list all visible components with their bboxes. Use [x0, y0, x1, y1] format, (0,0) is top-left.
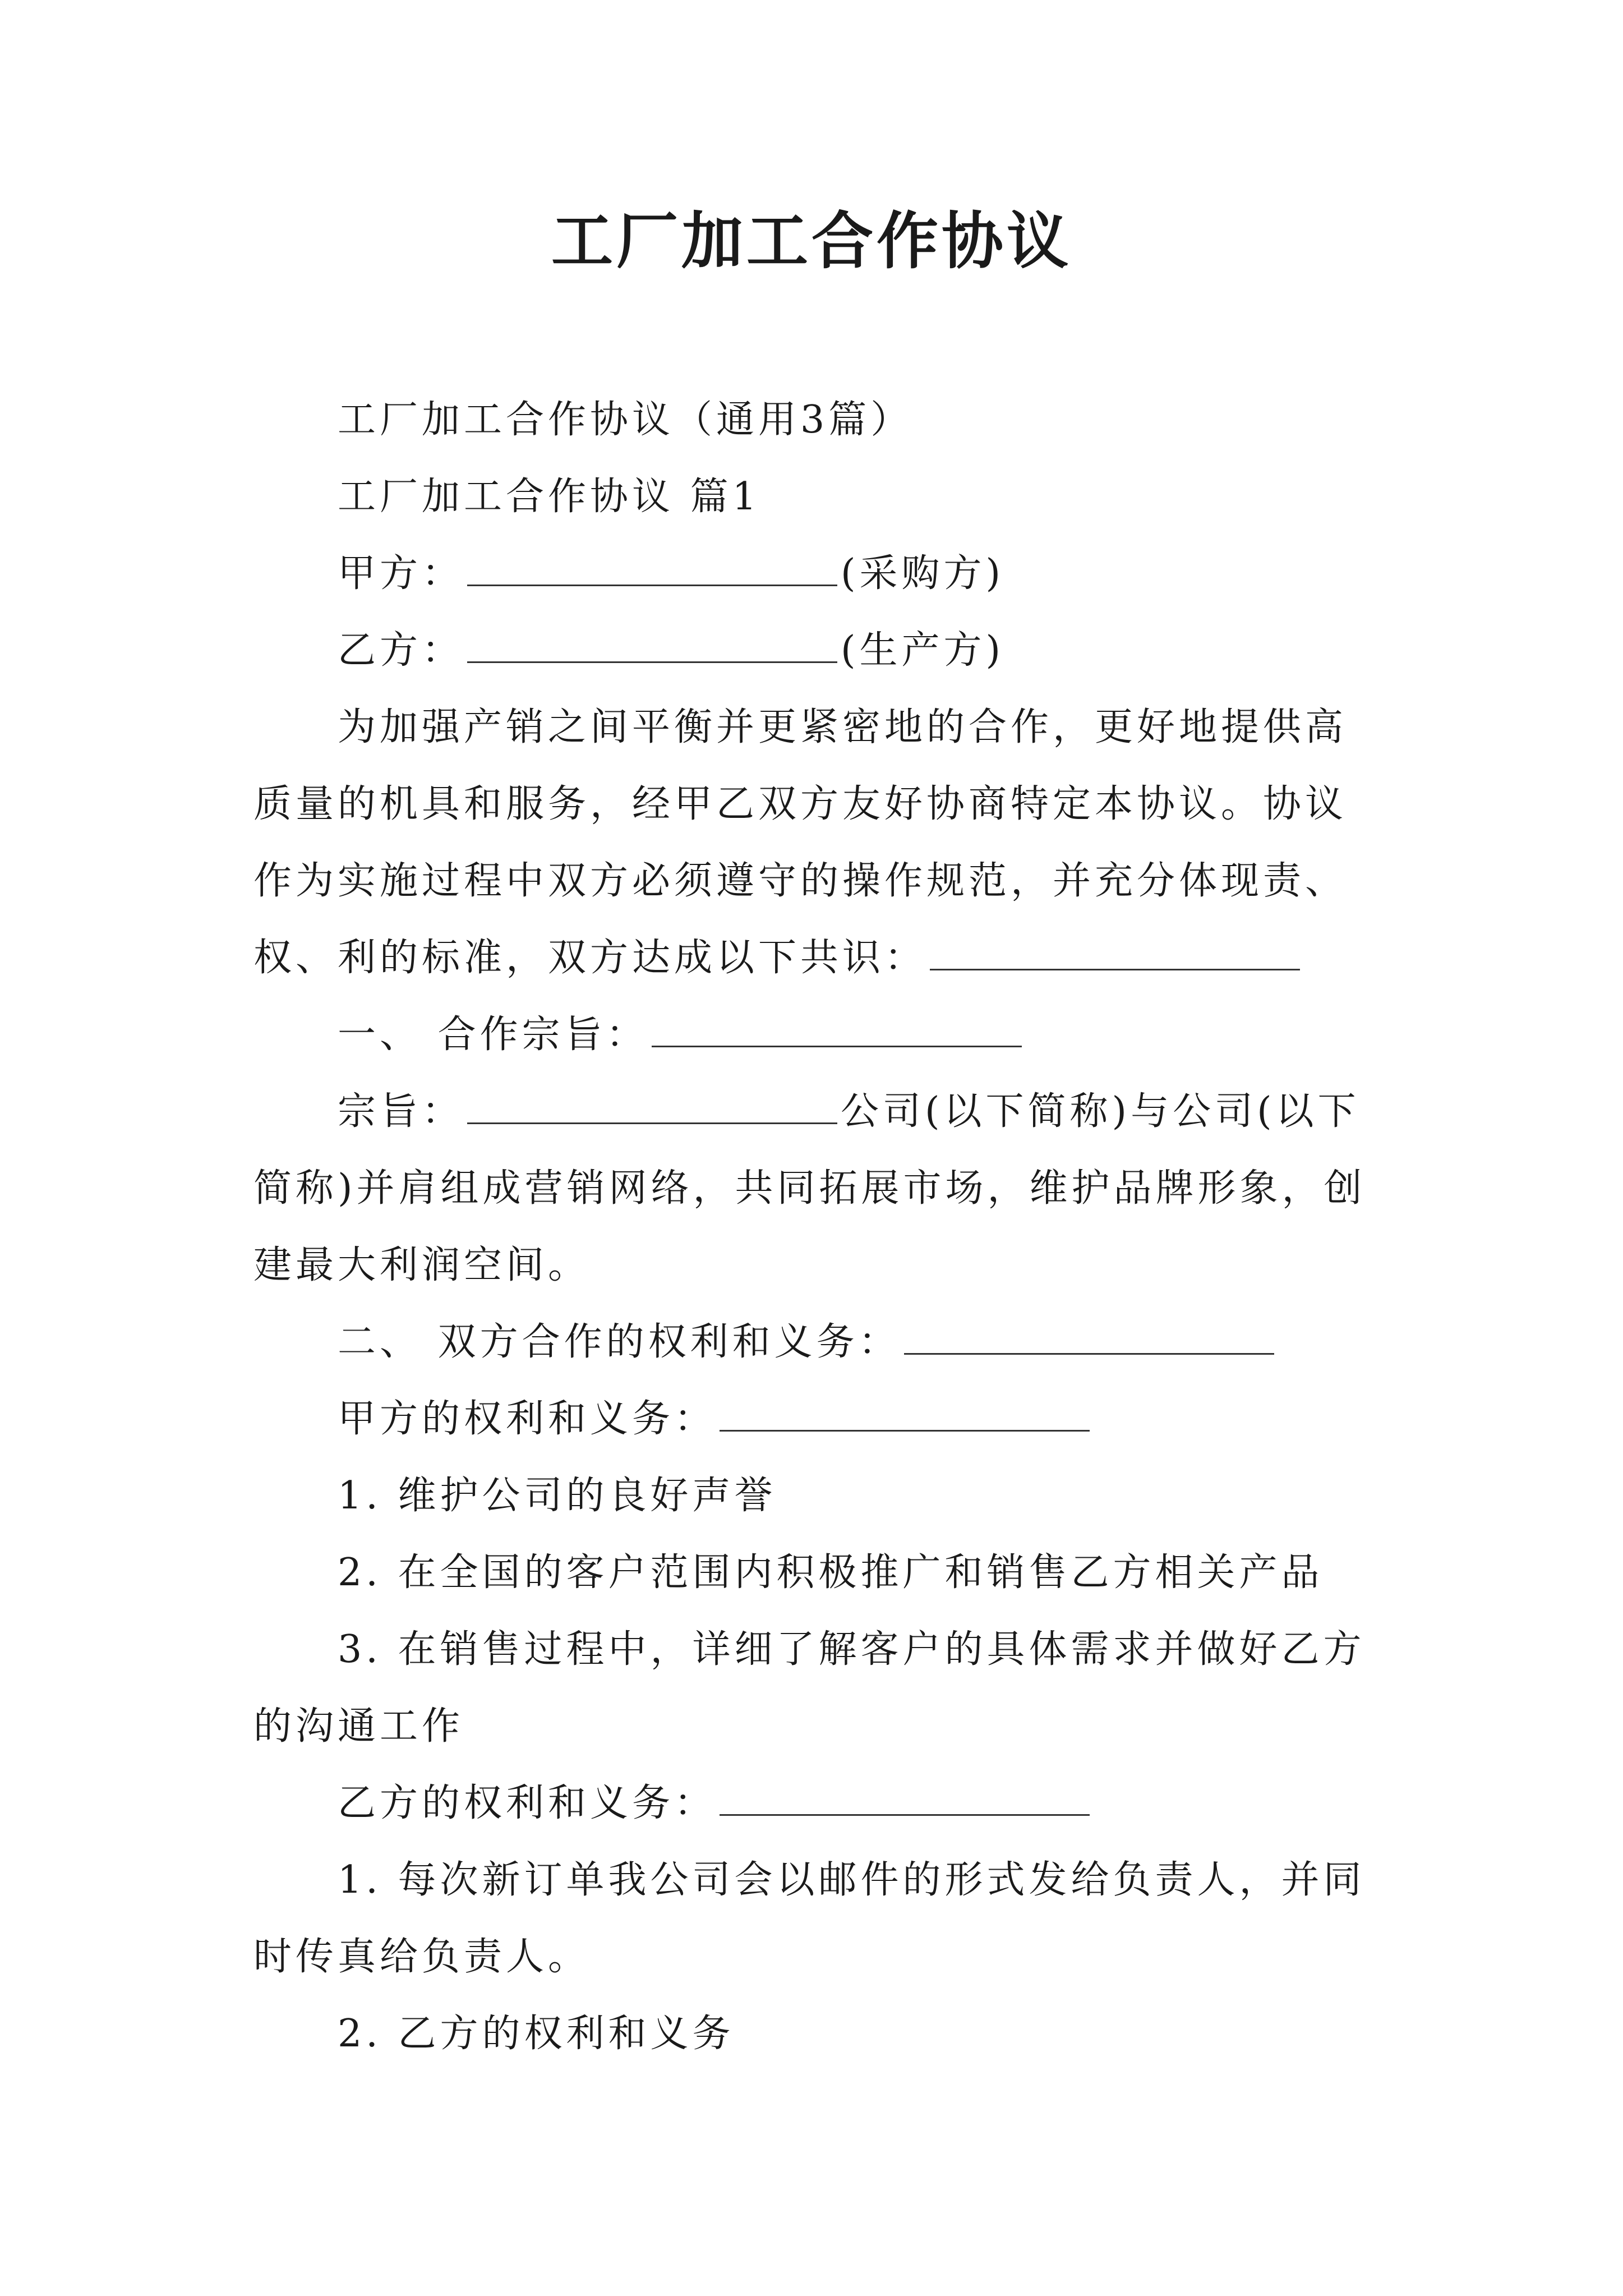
document-title: 工厂加工合作协议 — [551, 205, 1072, 277]
paragraph-text: 1. 维护公司的良好声誉 — [338, 1474, 777, 1518]
paragraph-text: 1. 每次新订单我公司会以邮件的形式发给负责人，并同时传真给负责人。 — [253, 1858, 1366, 1979]
paragraph-text: 2. 乙方的权利和义务 — [338, 2012, 735, 2056]
paragraph-text: (生产方) — [841, 628, 1005, 673]
fill-blank — [467, 628, 837, 663]
paragraph-text: 乙方： — [338, 628, 464, 673]
paragraph-purpose — [253, 1073, 1386, 1304]
paragraph-text: 甲方： — [338, 551, 464, 596]
party-b-rights-heading — [253, 1765, 1386, 1842]
fill-blank — [467, 1089, 837, 1124]
list-item — [253, 1842, 1386, 1995]
paragraph-text: 为加强产销之间平衡并更紧密地的合作，更好地提供高质量的机具和服务，经甲乙双方友好协商特定本协议。协议作为实施过程中双方必须遵守的操作规范，并充分体现责、权、利的标准，双方达成以下共识： — [253, 705, 1348, 980]
paragraph-text: 3. 在销售过程中，详细了解客户的具体需求并做好乙方的沟通工作 — [253, 1627, 1366, 1749]
list-item — [253, 1534, 1386, 1611]
section-one-heading — [253, 996, 1386, 1073]
list-item — [253, 1995, 1386, 2072]
list-item — [253, 1457, 1386, 1534]
fill-blank — [930, 935, 1300, 970]
paragraph-subheading — [253, 458, 1386, 535]
paragraph-text: 乙方的权利和义务： — [338, 1781, 717, 1825]
fill-blank — [467, 551, 837, 586]
list-item — [253, 1611, 1386, 1765]
party-a-line — [253, 535, 1386, 612]
fill-blank — [904, 1319, 1274, 1355]
paragraph-heading — [253, 381, 1386, 458]
paragraph-text: 二、 双方合作的权利和义务： — [338, 1320, 901, 1364]
paragraph-text: 工厂加工合作协议 篇1 — [338, 475, 760, 519]
paragraph-text: 甲方的权利和义务： — [338, 1397, 717, 1441]
fill-blank — [720, 1780, 1090, 1816]
paragraph-text: 宗旨： — [338, 1089, 464, 1134]
paragraph-text: 一、 合作宗旨： — [338, 1013, 648, 1057]
paragraph-text: (采购方) — [841, 551, 1005, 596]
paragraph-text: 工厂加工合作协议（通用3篇） — [338, 398, 913, 442]
party-b-line — [253, 612, 1386, 689]
paragraph-text: 2. 在全国的客户范围内积极推广和销售乙方相关产品 — [338, 1550, 1324, 1595]
paragraph-intro — [253, 689, 1386, 996]
party-a-rights-heading — [253, 1381, 1386, 1457]
fill-blank — [652, 1012, 1022, 1047]
section-two-heading — [253, 1304, 1386, 1381]
paragraph-text: 公司(以下简称)与公司(以下简称)并肩组成营销网络，共同拓展市场，维护品牌形象，创建最大利润空间。 — [253, 1089, 1366, 1287]
document-body — [253, 381, 1386, 2072]
fill-blank — [720, 1396, 1090, 1432]
